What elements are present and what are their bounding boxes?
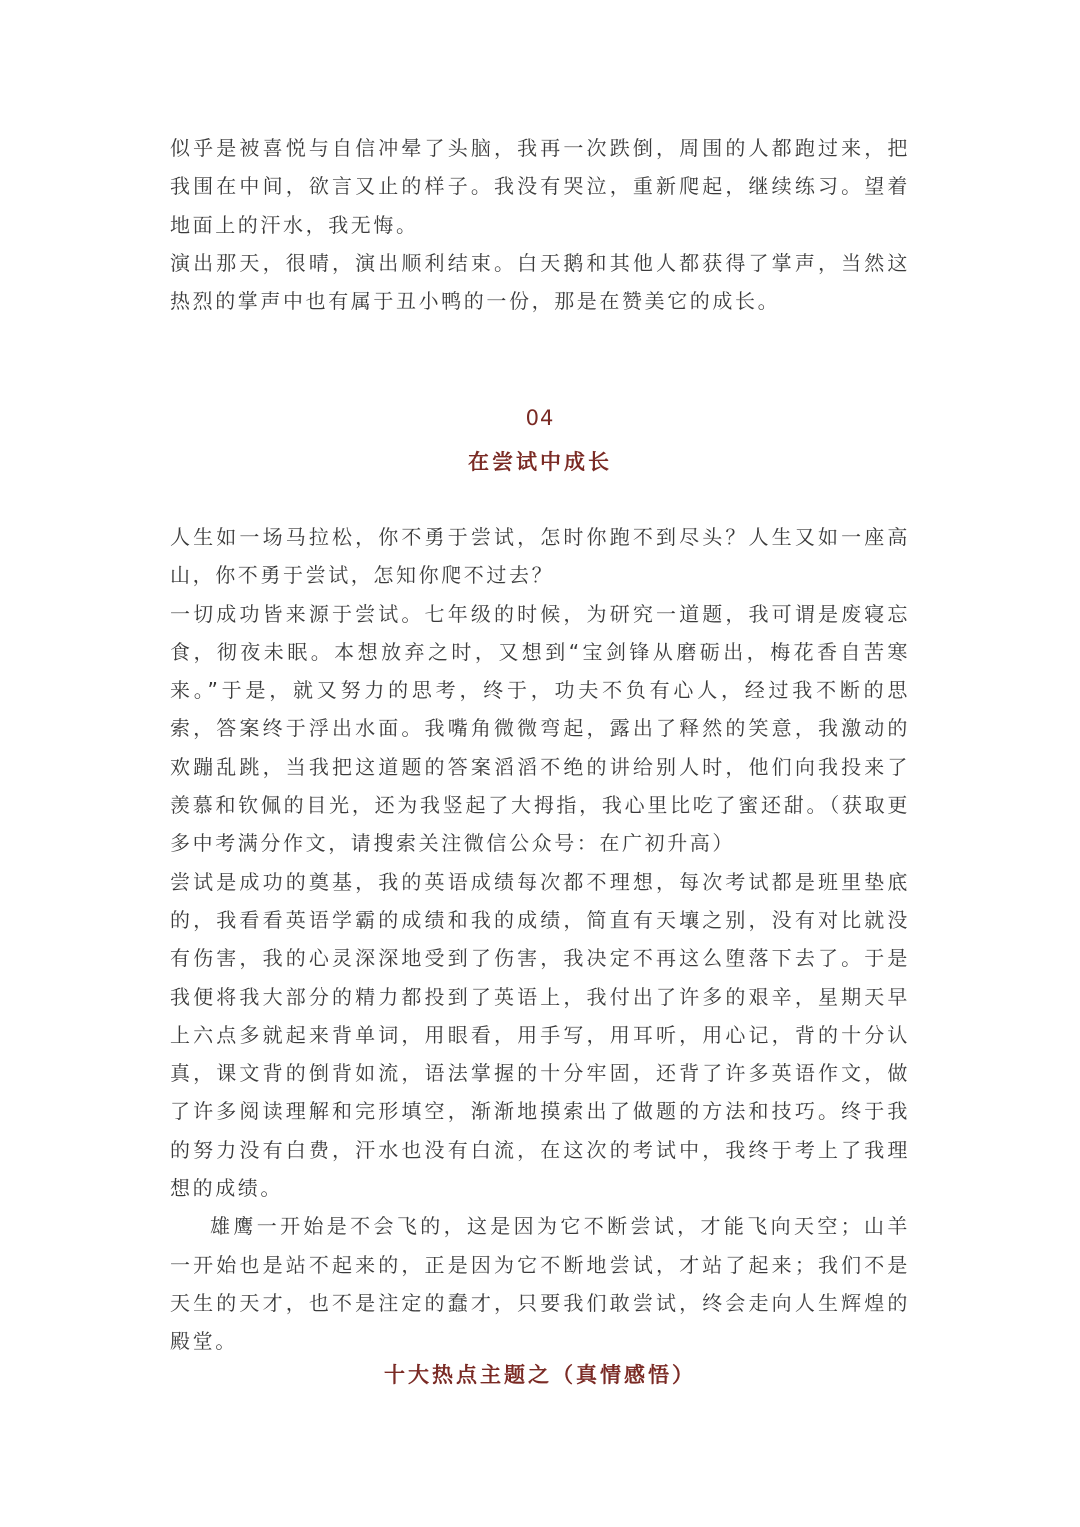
paragraph: 雄鹰一开始是不会飞的，这是因为它不断尝试，才能飞向天空；山羊一开始也是站不起来的，正是因为它不断地尝试，才站了起来；我们不是天生的天才，也不是注定的蠢才，只要我们敢尝试，终会走向人生辉煌的殿堂。 — [170, 1214, 910, 1354]
paragraph: 尝试是成功的奠基，我的英语成绩每次都不理想，每次考试都是班里垫底的，我看看英语学霸的成绩和我的成绩，简直有天壤之别，没有对比就没有伤害，我的心灵深深地受到了伤害，我决定不再这么堕落下去了。于是我便将我大部分的精力都投到了英语上，我付出了许多的艰辛，星期天早上六点多就起来背单词，用眼看，用手写，用耳听，用心记，背的十分认真，课文背的倒背如流，语法掌握的十分牢固，还背了许多英语作文，做了许多阅读理解和完形填空，渐渐地摸索出了做题的方法和技巧。终于我的努力没有白费，汗水也没有白流，在这次的考试中，我终于考上了我理想的成绩。 — [170, 869, 910, 1201]
footer-title: 十大热点主题之（真情感悟） — [384, 1363, 696, 1387]
paragraph: 演出那天，很晴，演出顺利结束。白天鹅和其他人都获得了掌声，当然这热烈的掌声中也有属于丑小鸭的一份，那是在赞美它的成长。 — [170, 250, 910, 314]
section-title: 在尝试中成长 — [468, 450, 612, 474]
section-number: 04 — [525, 406, 555, 430]
paragraph: 一切成功皆来源于尝试。七年级的时候，为研究一道题，我可谓是废寝忘食，彻夜未眠。本想放弃之时，又想到“宝剑锋从磨砺出，梅花香自苦寒来。”于是，就又努力的思考，终于，功夫不负有心人，经过我不断的思索，答案终于浮出水面。我嘴角微微弯起，露出了释然的笑意，我激动的欢蹦乱跳，当我把这道题的答案滔滔不绝的讲给别人时，他们向我投来了羡慕和钦佩的目光，还为我竖起了大拇指，我心里比吃了蜜还甜。（获取更多中考满分作文，请搜索关注微信公众号：在广初升高） — [170, 601, 910, 856]
section-body — [170, 518, 910, 1361]
paragraph: 似乎是被喜悦与自信冲晕了头脑，我再一次跌倒，周围的人都跑过来，把我围在中间，欲言又止的样子。我没有哭泣，重新爬起，继续练习。望着地面上的汗水，我无悔。 — [170, 136, 910, 237]
top-section — [170, 129, 910, 320]
paragraph: 人生如一场马拉松，你不勇于尝试，怎时你跑不到尽头？人生又如一座高山，你不勇于尝试，怎知你爬不过去？ — [170, 525, 910, 588]
